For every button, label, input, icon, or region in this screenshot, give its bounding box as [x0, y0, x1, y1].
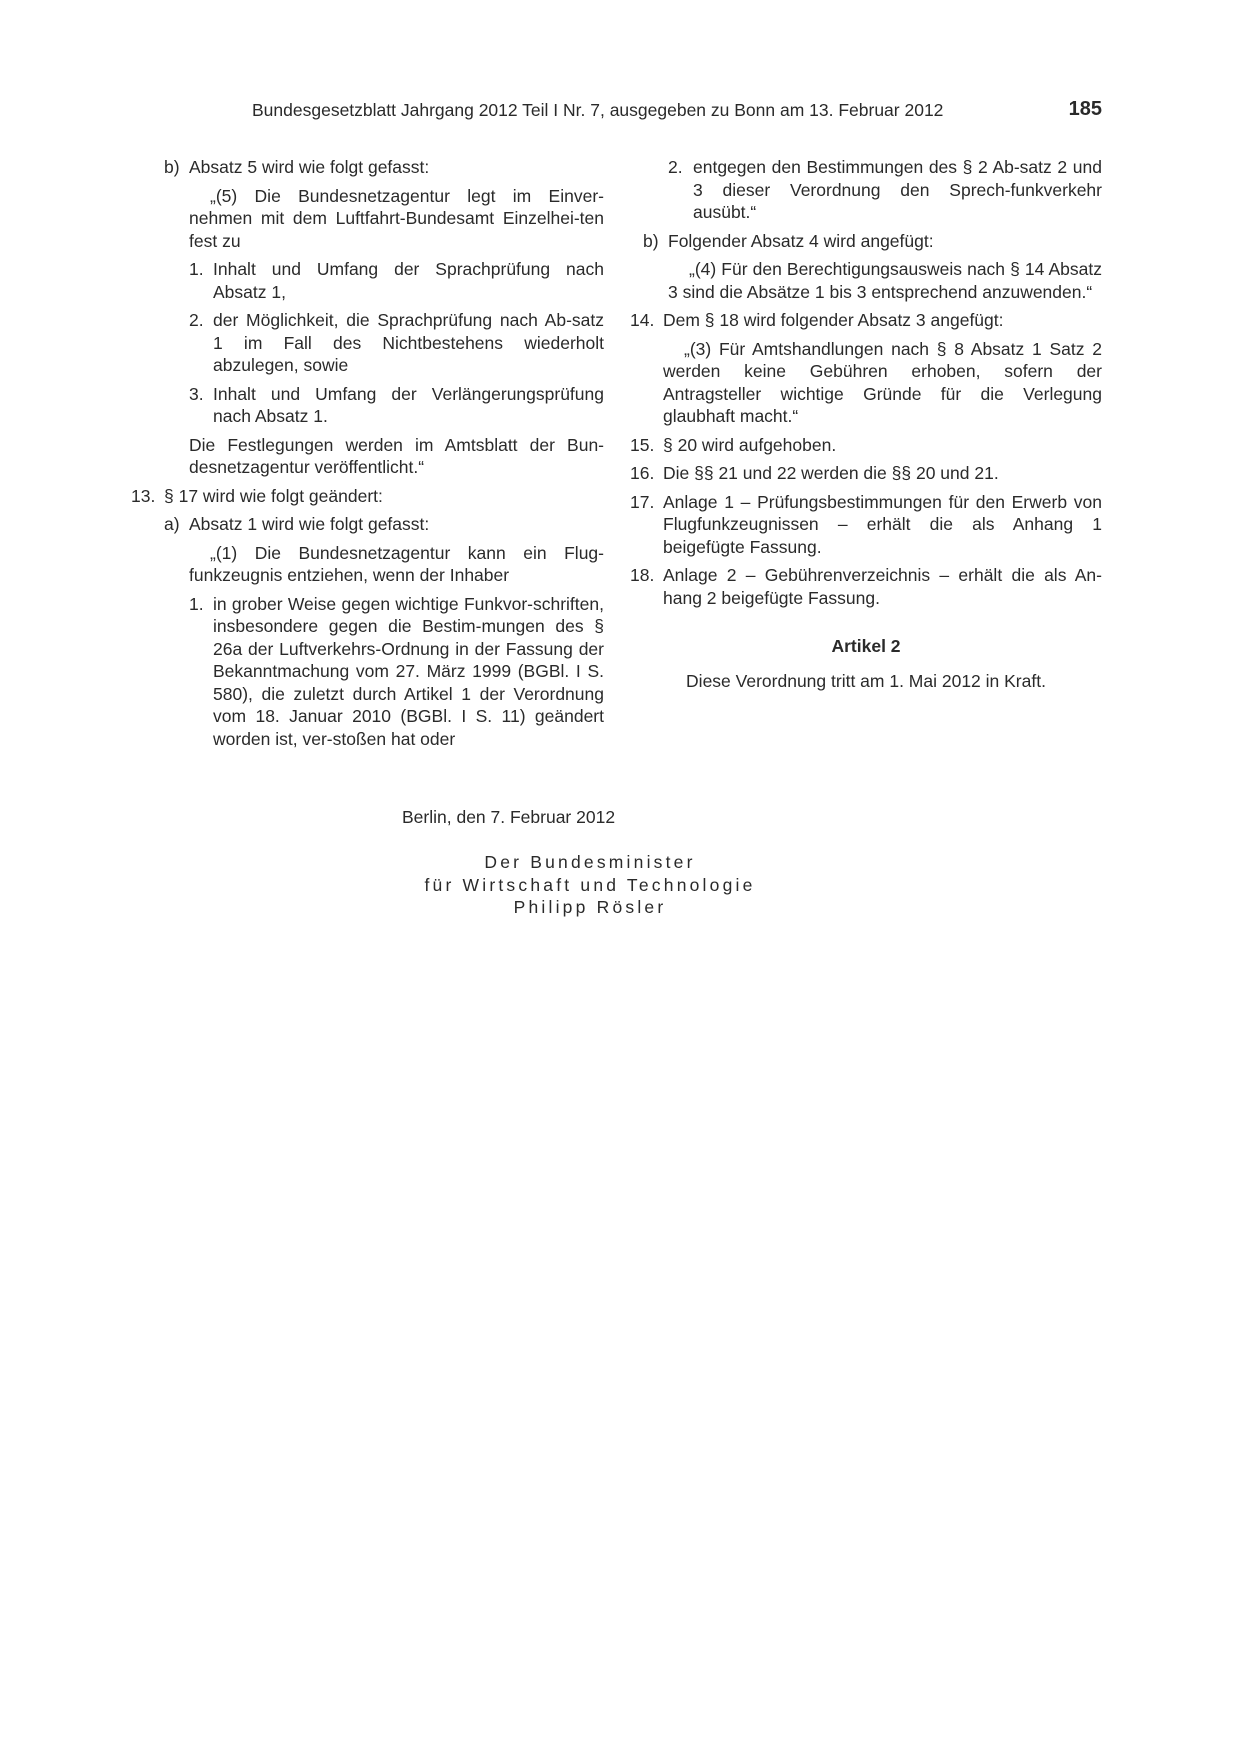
list-marker: 15.	[630, 434, 655, 455]
place-date: Berlin, den 7. Februar 2012	[402, 807, 616, 827]
running-header: Bundesgesetzblatt Jahrgang 2012 Teil I Nr. 7, ausgegeben zu Bonn am 13. Februar 2012	[252, 100, 944, 120]
sub-list-item	[131, 383, 604, 428]
list-marker: 1.	[189, 259, 204, 279]
list-item-a	[131, 513, 604, 536]
list-item-17	[630, 491, 1102, 559]
list-item-13	[131, 485, 604, 508]
list-marker: b)	[643, 230, 659, 251]
sub-list-item	[131, 309, 604, 377]
list-item-text: in grober Weise gegen wichtige Funkvor-schriften, insbesondere gegen die Bestim-mungen des § 26a der Luftverkehrs-Ordnung in der Fassung der Bekanntmachung vom 27. März 1999 (BGBl. I S. 580), die zuletzt durch Artikel 1 der Verordnung vom 18. Januar 2010 (BGBl. I S. 11) geändert worden ist, ver-stoßen hat oder	[213, 593, 604, 749]
list-marker: b)	[164, 157, 180, 177]
left-column	[131, 156, 604, 756]
list-item-text: Anlage 1 – Prüfungsbestimmungen für den Erwerb von Flugfunkzeugnissen – erhält die als Anhang 1 beigefügte Fassung.	[663, 491, 1102, 557]
list-item-text: Inhalt und Umfang der Sprachprüfung nach Absatz 1,	[213, 259, 604, 302]
list-item-18	[630, 564, 1102, 609]
page-number: 185	[1068, 98, 1102, 120]
closing-paragraph: Die Festlegungen werden im Amtsblatt der Bun-desnetzagentur veröffentlicht.“	[189, 434, 604, 477]
signature-title: Der Bundesminister	[484, 852, 696, 872]
list-marker: a)	[164, 514, 180, 534]
list-item-text: Dem § 18 wird folgender Absatz 3 angefügt:	[663, 310, 1004, 330]
list-item-text: Inhalt und Umfang der Verlängerungsprüfung nach Absatz 1.	[213, 383, 604, 426]
list-item-14	[630, 309, 1102, 332]
list-item-text: § 17 wird wie folgt geändert:	[164, 485, 383, 506]
right-column	[630, 156, 1102, 692]
list-item-b	[630, 230, 1102, 253]
list-marker: 2.	[189, 310, 204, 330]
list-marker: 13.	[131, 485, 156, 506]
list-marker: 17.	[630, 491, 655, 512]
list-item-text: Absatz 5 wird wie folgt gefasst:	[189, 157, 430, 177]
signature-block	[330, 851, 850, 919]
quote-paragraph: „(4) Für den Berechtigungsausweis nach § 14 Absatz 3 sind die Absätze 1 bis 3 entsprechend anzuwenden.“	[668, 259, 1102, 302]
list-marker: 18.	[630, 565, 655, 585]
article-text: Diese Verordnung tritt am 1. Mai 2012 in Kraft.	[686, 670, 1046, 691]
list-marker: 2.	[668, 157, 683, 177]
list-item-text: der Möglichkeit, die Sprachprüfung nach Ab-satz 1 im Fall des Nichtbestehens wiederholt abzulegen, sowie	[213, 310, 604, 375]
list-item-text: Anlage 2 – Gebührenverzeichnis – erhält die als An-hang 2 beigefügte Fassung.	[663, 565, 1102, 608]
list-item-15	[630, 434, 1102, 457]
sub-list-item	[131, 258, 604, 303]
quote-paragraph: „(5) Die Bundesnetzagentur legt im Einver-nehmen mit dem Luftfahrt-Bundesamt Einzelhei-ten fest zu	[189, 185, 604, 251]
list-item-text: entgegen den Bestimmungen des § 2 Ab-satz 2 und 3 dieser Verordnung den Sprech-funkverkehr ausübt.“	[693, 157, 1102, 222]
signature-ministry: für Wirtschaft und Technologie	[424, 874, 756, 895]
quote-paragraph: „(1) Die Bundesnetzagentur kann ein Flug-funkzeugnis entziehen, wenn der Inhaber	[189, 542, 604, 585]
sub-list-item	[131, 593, 604, 751]
sub-list-item	[630, 156, 1102, 224]
list-item-text: § 20 wird aufgehoben.	[663, 434, 837, 455]
signature-name: Philipp Rösler	[513, 897, 667, 917]
quote-paragraph: „(3) Für Amtshandlungen nach § 8 Absatz 1 Satz 2 werden keine Gebühren erhoben, sofern der Antragsteller wichtige Gründe für die Verlegung glaubhaft macht.“	[663, 338, 1102, 426]
list-item-16	[630, 462, 1102, 485]
list-marker: 3.	[189, 383, 204, 404]
list-item-text: Die §§ 21 und 22 werden die §§ 20 und 21.	[663, 463, 999, 483]
list-marker: 1.	[189, 593, 204, 614]
article-heading: Artikel 2	[831, 636, 901, 656]
list-marker: 14.	[630, 310, 655, 330]
list-item-b	[131, 156, 604, 179]
list-item-text: Absatz 1 wird wie folgt gefasst:	[189, 514, 430, 534]
list-marker: 16.	[630, 463, 655, 483]
list-item-text: Folgender Absatz 4 wird angefügt:	[668, 230, 934, 251]
